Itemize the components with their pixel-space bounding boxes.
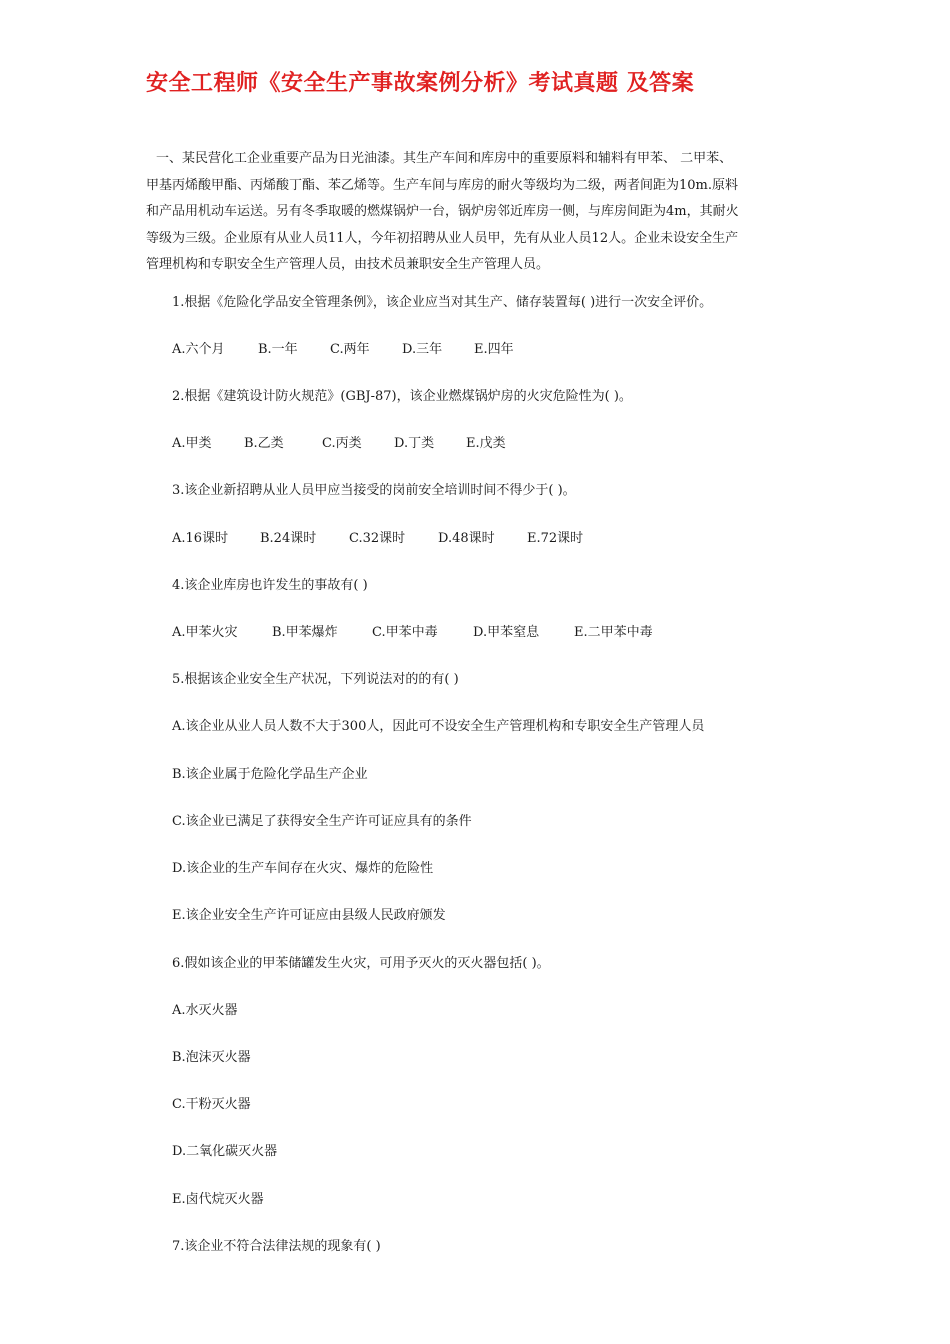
question-5-option-e: E.该企业安全生产许可证应由县级人民政府颁发 xyxy=(172,908,446,923)
question-3-options xyxy=(172,530,583,548)
question-6-option-c: C.干粉灭火器 xyxy=(172,1097,251,1112)
question-4: 4.该企业库房也许发生的事故有( ) xyxy=(172,578,368,593)
option: B.甲苯爆炸 xyxy=(272,625,338,640)
question-6-option-b: B.泡沫灭火器 xyxy=(172,1050,251,1065)
option: E.四年 xyxy=(474,342,514,357)
option: D.丁类 xyxy=(394,436,435,451)
intro-line: 和产品用机动车运送。另有冬季取暖的燃煤锅炉一台，锅炉房邻近库房一侧，与库房间距为4m，其耐火 xyxy=(146,204,739,220)
question-5-option-b: B.该企业属于危险化学品生产企业 xyxy=(172,767,368,782)
question-6-option-e: E.卤代烷灭火器 xyxy=(172,1192,264,1207)
option: B.一年 xyxy=(258,342,298,357)
option: E.72课时 xyxy=(527,531,584,546)
question-2: 2.根据《建筑设计防火规范》(GBJ-87)，该企业燃煤锅炉房的火灾危险性为( )。 xyxy=(172,389,632,404)
question-6: 6.假如该企业的甲苯储罐发生火灾，可用予灭火的灭火器包括( )。 xyxy=(172,956,550,971)
option: E.戊类 xyxy=(466,436,506,451)
intro-line: 等级为三级。企业原有从业人员11人，今年初招聘从业人员甲，先有从业人员12人。企业未设安全生产 xyxy=(146,230,739,246)
option: A.甲类 xyxy=(172,436,212,451)
question-1-options xyxy=(172,341,514,359)
option: D.三年 xyxy=(402,342,443,357)
question-6-option-d: D.二氧化碳灭火器 xyxy=(172,1144,278,1159)
intro-line: 管理机构和专职安全生产管理人员，由技术员兼职安全生产管理人员。 xyxy=(146,257,550,273)
question-5: 5.根据该企业安全生产状况，下列说法对的的有( ) xyxy=(172,672,459,687)
question-6-option-a: A.水灭火器 xyxy=(172,1003,238,1018)
intro-line: 一、某民营化工企业重要产品为日光油漆。其生产车间和库房中的重要原料和辅料有甲苯、 二甲苯、 xyxy=(156,151,733,166)
question-5-option-c: C.该企业已满足了获得安全生产许可证应具有的条件 xyxy=(172,814,472,829)
question-2-options xyxy=(172,435,506,453)
option: C.甲苯中毒 xyxy=(372,625,438,640)
question-4-options xyxy=(172,624,653,642)
option: B.24课时 xyxy=(260,531,317,546)
option: C.丙类 xyxy=(322,436,362,451)
question-7: 7.该企业不符合法律法规的现象有( ) xyxy=(172,1239,381,1254)
question-5-option-a: A.该企业从业人员人数不大于300人，因此可不设安全生产管理机构和专职安全生产管理人员 xyxy=(172,719,705,734)
question-1: 1.根据《危险化学品安全管理条例》，该企业应当对其生产、储存装置每( )进行一次安全评价。 xyxy=(172,295,713,310)
document-title: 安全工程师《安全生产事故案例分析》考试真题 及答案 xyxy=(146,71,695,96)
question-5-option-d: D.该企业的生产车间存在火灾、爆炸的危险性 xyxy=(172,861,434,876)
option: B.乙类 xyxy=(244,436,284,451)
option: C.两年 xyxy=(330,342,370,357)
option: A.16课时 xyxy=(172,531,229,546)
option: C.32课时 xyxy=(349,531,406,546)
option: D.48课时 xyxy=(438,531,495,546)
option: E.二甲苯中毒 xyxy=(574,625,653,640)
intro-line: 甲基丙烯酸甲酯、丙烯酸丁酯、苯乙烯等。生产车间与库房的耐火等级均为二级，两者间距为10m.原料 xyxy=(146,177,739,193)
case-intro-paragraph xyxy=(146,146,806,279)
question-3: 3.该企业新招聘从业人员甲应当接受的岗前安全培训时间不得少于( )。 xyxy=(172,483,576,498)
option: A.甲苯火灾 xyxy=(172,625,238,640)
option: D.甲苯窒息 xyxy=(473,625,540,640)
option: A.六个月 xyxy=(172,342,225,357)
